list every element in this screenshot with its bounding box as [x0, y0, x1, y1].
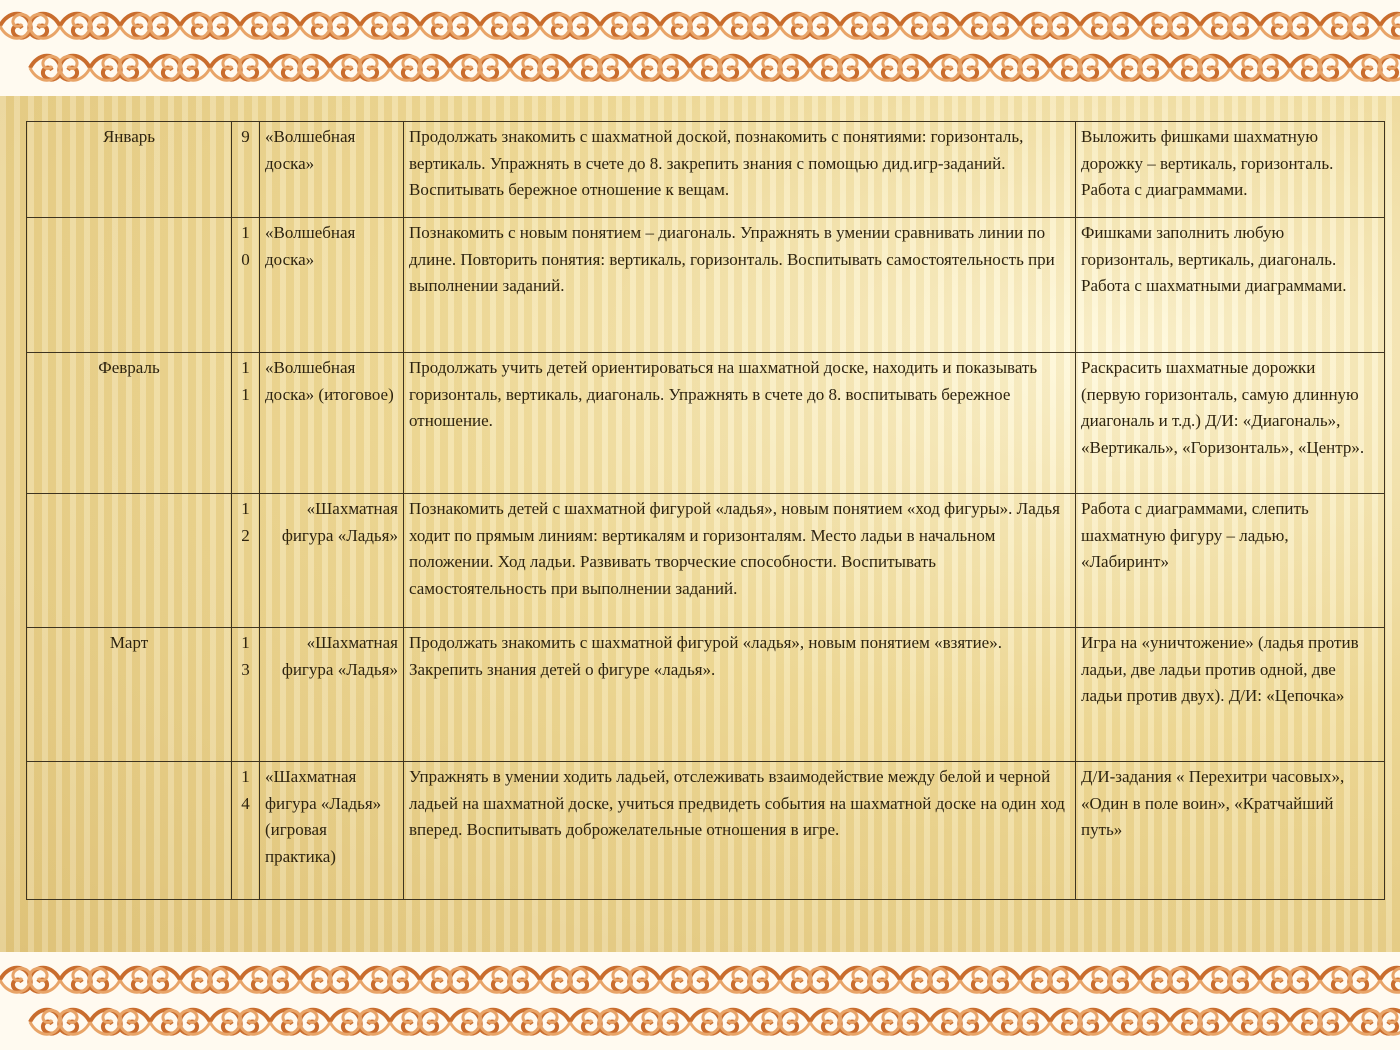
lesson-number-cell: 1 1	[232, 353, 260, 494]
lesson-number-cell: 1 0	[232, 218, 260, 353]
ornament-pattern-icon	[0, 0, 1400, 96]
table-row	[27, 218, 1385, 353]
content-cell: Продолжать учить детей ориентироваться на шахматной доске, находить и показывать горизонталь, вертикаль, диагональ. Упражнять в счете до 8. воспитывать бережное отношение.	[404, 353, 1076, 494]
ornament-pattern-icon	[0, 952, 1400, 1050]
lesson-number-cell: 1 2	[232, 494, 260, 628]
month-cell	[27, 762, 232, 900]
month-cell	[27, 218, 232, 353]
topic-cell: «Волшебная доска» (итоговое)	[260, 353, 404, 494]
activity-cell: Д/И-задания « Перехитри часовых», «Один в поле воин», «Кратчайший путь»	[1076, 762, 1385, 900]
table-row	[27, 762, 1385, 900]
slide-background	[0, 96, 1400, 952]
content-cell: Продолжать знакомить с шахматной доской, познакомить с понятиями: горизонталь, вертикаль. Упражнять в счете до 8. закрепить знания с помощью дид.игр-заданий. Воспитывать бережное отношение к вещам.	[404, 122, 1076, 218]
table-row	[27, 628, 1385, 762]
topic-cell: «Шахматная фигура «Ладья»	[260, 494, 404, 628]
activity-cell: Фишками заполнить любую горизонталь, вертикаль, диагональ. Работа с шахматными диаграммами.	[1076, 218, 1385, 353]
activity-cell: Работа с диаграммами, слепить шахматную фигуру – ладью, «Лабиринт»	[1076, 494, 1385, 628]
topic-cell: «Волшебная доска»	[260, 122, 404, 218]
table-row	[27, 122, 1385, 218]
content-cell: Продолжать знакомить с шахматной фигурой «ладья», новым понятием «взятие». Закрепить знания детей о фигуре «ладья».	[404, 628, 1076, 762]
content-cell: Упражнять в умении ходить ладьей, отслеживать взаимодействие между белой и черной ладьей на шахматной доске, учиться предвидеть события на шахматной доске на один ход вперед. Воспитывать доброжелательные отношения в игре.	[404, 762, 1076, 900]
lesson-plan-table	[26, 121, 1385, 900]
month-cell: Март	[27, 628, 232, 762]
bottom-ornament-border	[0, 952, 1400, 1050]
activity-cell: Игра на «уничтожение» (ладья против ладьи, две ладьи против одной, две ладьи против двух). Д/И: «Цепочка»	[1076, 628, 1385, 762]
lesson-number-cell: 1 3	[232, 628, 260, 762]
activity-cell: Раскрасить шахматные дорожки (первую горизонталь, самую длинную диагональ и т.д.) Д/И: «Диагональ», «Вертикаль», «Горизонталь», «Центр».	[1076, 353, 1385, 494]
content-cell: Познакомить с новым понятием – диагональ. Упражнять в умении сравнивать линии по длине. Повторить понятия: вертикаль, горизонталь. Воспитывать самостоятельность при выполнении заданий.	[404, 218, 1076, 353]
activity-cell: Выложить фишками шахматную дорожку – вертикаль, горизонталь. Работа с диаграммами.	[1076, 122, 1385, 218]
table-row	[27, 494, 1385, 628]
topic-cell: «Шахматная фигура «Ладья»	[260, 628, 404, 762]
topic-cell: «Волшебная доска»	[260, 218, 404, 353]
month-cell: Февраль	[27, 353, 232, 494]
topic-cell: «Шахматная фигура «Ладья» (игровая практика)	[260, 762, 404, 900]
month-cell	[27, 494, 232, 628]
lesson-number-cell: 1 4	[232, 762, 260, 900]
top-ornament-border	[0, 0, 1400, 96]
month-cell: Январь	[27, 122, 232, 218]
lesson-number-cell: 9	[232, 122, 260, 218]
table-row	[27, 353, 1385, 494]
content-cell: Познакомить детей с шахматной фигурой «ладья», новым понятием «ход фигуры». Ладья ходит по прямым линиям: вертикалям и горизонталям. Место ладьи в начальном положении. Ход ладьи. Развивать творческие способности. Воспитывать самостоятельность при выполнении заданий.	[404, 494, 1076, 628]
